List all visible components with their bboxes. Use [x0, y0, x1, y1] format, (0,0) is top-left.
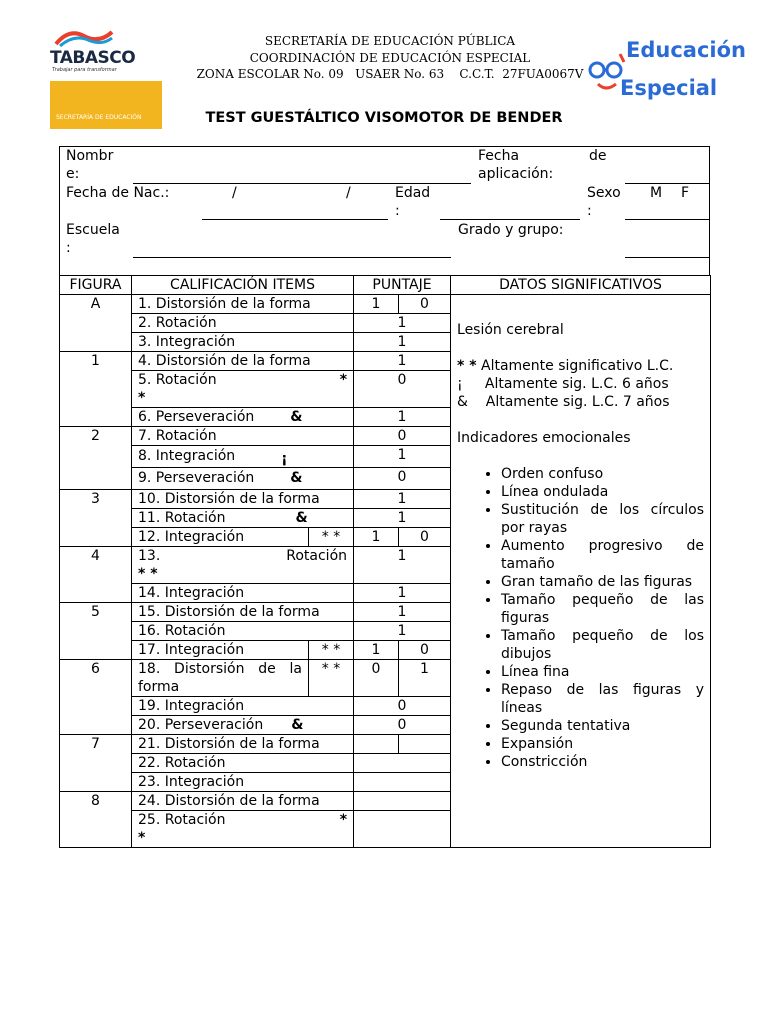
score-13[interactable]: 1: [354, 547, 451, 584]
item-25: [132, 811, 354, 848]
figure-5: 5: [60, 603, 132, 660]
list-item: • Expansión: [501, 735, 704, 753]
score-16[interactable]: 1: [354, 622, 451, 641]
fecha-nac-label: Fecha de Nac.:: [66, 185, 170, 201]
grado-grupo-field[interactable]: [625, 257, 709, 258]
institution-line-2: COORDINACIÓN DE EDUCACIÓN ESPECIAL: [249, 50, 531, 65]
item-5: [132, 371, 354, 408]
score-1a[interactable]: 1: [354, 295, 399, 314]
item-25-label: 25. Rotación: [138, 812, 226, 828]
list-item: • Segunda tentativa: [501, 717, 704, 735]
table-header-row: [60, 276, 711, 295]
score-3[interactable]: 1: [354, 333, 451, 352]
item-9-label: 9. Perseveración: [138, 470, 255, 486]
item-6-label: 6. Perseveración: [138, 409, 255, 425]
document-title: TEST GUESTÁLTICO VISOMOTOR DE BENDER: [205, 110, 563, 126]
score-20[interactable]: 0: [354, 716, 451, 735]
score-17a[interactable]: 1: [354, 641, 399, 660]
educacion-especial-logo: [588, 36, 746, 110]
list-item: • Repaso de las figuras y líneas: [501, 681, 704, 717]
sexo-f-option[interactable]: F: [681, 185, 690, 201]
educacion-word: Educación: [626, 38, 746, 62]
item-1: 1. Distorsión de la forma: [132, 295, 354, 314]
list-item: • Tamaño pequeño de las figuras: [501, 591, 704, 627]
item-9: [132, 468, 354, 490]
item-8: [132, 446, 354, 468]
item-4: 4. Distorsión de la forma: [132, 352, 354, 371]
item-12-symbol: * *: [309, 528, 354, 547]
especial-word: Especial: [620, 76, 718, 100]
item-10: 10. Distorsión de la forma: [132, 490, 354, 509]
score-17b[interactable]: 0: [399, 641, 451, 660]
score-18b[interactable]: 1: [399, 660, 451, 697]
scoring-table: [59, 275, 711, 848]
escuela-label-a: Escuela: [66, 222, 120, 238]
list-item: • Sustitución de los círculos por rayas: [501, 501, 704, 537]
fecha-nac-slash-2: /: [346, 185, 351, 201]
tabasco-tagline: Trabajar para transformar: [52, 67, 117, 73]
nombre-label-a: Nombr: [66, 148, 114, 164]
tabasco-wordmark: TABASCO: [50, 48, 136, 68]
list-item: • Orden confuso: [501, 465, 704, 483]
escuela-label-b: :: [66, 240, 71, 256]
score-22[interactable]: [354, 754, 451, 773]
item-6: [132, 408, 354, 427]
item-17: 17. Integración: [132, 641, 309, 660]
score-12a[interactable]: 1: [354, 528, 399, 547]
score-5[interactable]: 0: [354, 371, 451, 408]
legend-1-symbol: * *: [457, 358, 477, 374]
header-calificacion: CALIFICACIÓN ITEMS: [132, 276, 354, 295]
item-5-symbol-a: *: [339, 372, 348, 388]
list-item: • Constricción: [501, 753, 704, 771]
item-13-symbol: * *: [138, 566, 158, 582]
item-15: 15. Distorsión de la forma: [132, 603, 354, 622]
score-18a[interactable]: 0: [354, 660, 399, 697]
item-16: 16. Rotación: [132, 622, 354, 641]
item-11-symbol: &: [295, 510, 308, 526]
figure-a: A: [60, 295, 132, 352]
item-25-symbol-a: *: [339, 812, 348, 828]
sexo-m-option[interactable]: M: [650, 185, 663, 201]
institution-lines: [180, 33, 600, 83]
header-figura: FIGURA: [60, 276, 132, 295]
legend-1: [457, 357, 704, 375]
item-14: 14. Integración: [132, 584, 354, 603]
item-20: [132, 716, 354, 735]
item-6-symbol: &: [290, 409, 303, 425]
list-item: • Gran tamaño de las figuras: [501, 573, 704, 591]
score-19[interactable]: 0: [354, 697, 451, 716]
item-13-label: Rotación: [286, 548, 348, 564]
score-15[interactable]: 1: [354, 603, 451, 622]
figure-6: 6: [60, 660, 132, 735]
nombre-label-b: e:: [66, 166, 80, 182]
item-20-symbol: &: [291, 717, 304, 733]
institution-line-1: SECRETARÍA DE EDUCACIÓN PÚBLICA: [264, 34, 516, 48]
grado-grupo-label: Grado y grupo:: [458, 222, 564, 238]
fecha-aplicacion-label-b: aplicación:: [478, 166, 554, 182]
item-13: [132, 547, 354, 584]
fecha-nac-field[interactable]: [202, 219, 388, 220]
figure-2: 2: [60, 427, 132, 490]
list-item: • Aumento progresivo de tamaño: [501, 537, 704, 573]
score-24[interactable]: [354, 792, 451, 811]
secretaria-band-label: SECRETARÍA DE EDUCACIÓN: [56, 114, 142, 121]
score-21b[interactable]: [399, 735, 451, 754]
edad-field[interactable]: [440, 219, 580, 220]
lesion-cerebral: Lesión cerebral: [457, 322, 564, 338]
tabasco-swoosh-icon: [54, 26, 114, 48]
figure-8: 8: [60, 792, 132, 848]
item-5-symbol-b: *: [138, 390, 146, 406]
item-21: 21. Distorsión de la forma: [132, 735, 354, 754]
item-8-label: 8. Integración: [138, 448, 236, 464]
score-11[interactable]: 1: [354, 509, 451, 528]
item-11-label: 11. Rotación: [138, 510, 226, 526]
item-25-symbol-b: *: [138, 830, 146, 846]
header-puntaje: PUNTAJE: [354, 276, 451, 295]
indicadores-emocionales: Indicadores emocionales: [457, 430, 631, 446]
item-18: 18. Distorsión de la forma: [132, 660, 309, 697]
table-row: [60, 295, 711, 314]
score-9[interactable]: 0: [354, 468, 451, 490]
item-5-label: 5. Rotación: [138, 372, 217, 388]
figure-1: 1: [60, 352, 132, 427]
item-12: 12. Integración: [132, 528, 309, 547]
header-datos: DATOS SIGNIFICATIVOS: [451, 276, 711, 295]
score-10[interactable]: 1: [354, 490, 451, 509]
legend-2: [457, 375, 704, 393]
score-14[interactable]: 1: [354, 584, 451, 603]
fecha-aplicacion-label-a: Fecha: [478, 148, 520, 164]
escuela-field[interactable]: [133, 257, 451, 258]
tabasco-logo: [50, 24, 162, 121]
legend-3: [457, 393, 704, 411]
score-7[interactable]: 0: [354, 427, 451, 446]
item-2: 2. Rotación: [132, 314, 354, 333]
list-item: • Línea fina: [501, 663, 704, 681]
item-17-symbol: * *: [309, 641, 354, 660]
item-9-symbol: &: [290, 470, 303, 486]
emotional-indicators-list: [457, 465, 704, 771]
student-info-box: [59, 146, 710, 276]
sexo-field[interactable]: [625, 219, 709, 220]
institution-line-3: ZONA ESCOLAR No. 09 USAER No. 63 C.C.T. 27FUA0067V: [196, 67, 584, 81]
score-4[interactable]: 1: [354, 352, 451, 371]
item-19: 19. Integración: [132, 697, 354, 716]
figure-7: 7: [60, 735, 132, 792]
score-6[interactable]: 1: [354, 408, 451, 427]
fecha-aplicacion-de: de: [589, 148, 607, 164]
list-item: • Línea ondulada: [501, 483, 704, 501]
sexo-label-b: :: [587, 203, 592, 219]
score-21a[interactable]: [354, 735, 399, 754]
edad-label-b: :: [395, 203, 400, 219]
item-3: 3. Integración: [132, 333, 354, 352]
fecha-nac-slash-1: /: [232, 185, 237, 201]
legend-3-symbol: &: [457, 394, 468, 410]
score-12b[interactable]: 0: [399, 528, 451, 547]
item-18-symbol: * *: [309, 660, 354, 697]
sexo-label-a: Sexo: [587, 185, 621, 201]
item-8-symbol: ¡: [281, 451, 288, 467]
item-24: 24. Distorsión de la forma: [132, 792, 354, 811]
legend-1-text: Altamente significativo L.C.: [476, 358, 674, 374]
edad-label-a: Edad: [395, 185, 431, 201]
figure-4: 4: [60, 547, 132, 603]
score-2[interactable]: 1: [354, 314, 451, 333]
datos-significativos: [451, 295, 711, 848]
item-13-number: 13.: [138, 548, 161, 564]
item-7: 7. Rotación: [132, 427, 354, 446]
score-8[interactable]: 1: [354, 446, 451, 468]
score-23[interactable]: [354, 773, 451, 792]
score-25[interactable]: [354, 811, 451, 848]
legend-2-symbol: ¡: [457, 376, 463, 392]
legend-2-text: Altamente sig. L.C. 6 años: [462, 376, 669, 392]
score-1b[interactable]: 0: [399, 295, 451, 314]
item-11: [132, 509, 354, 528]
item-23: 23. Integración: [132, 773, 354, 792]
fecha-aplicacion-field[interactable]: [625, 183, 709, 184]
list-item: • Tamaño pequeño de los dibujos: [501, 627, 704, 663]
legend-3-text: Altamente sig. L.C. 7 años: [467, 394, 670, 410]
figure-3: 3: [60, 490, 132, 547]
item-20-label: 20. Perseveración: [138, 717, 264, 733]
item-22: 22. Rotación: [132, 754, 354, 773]
